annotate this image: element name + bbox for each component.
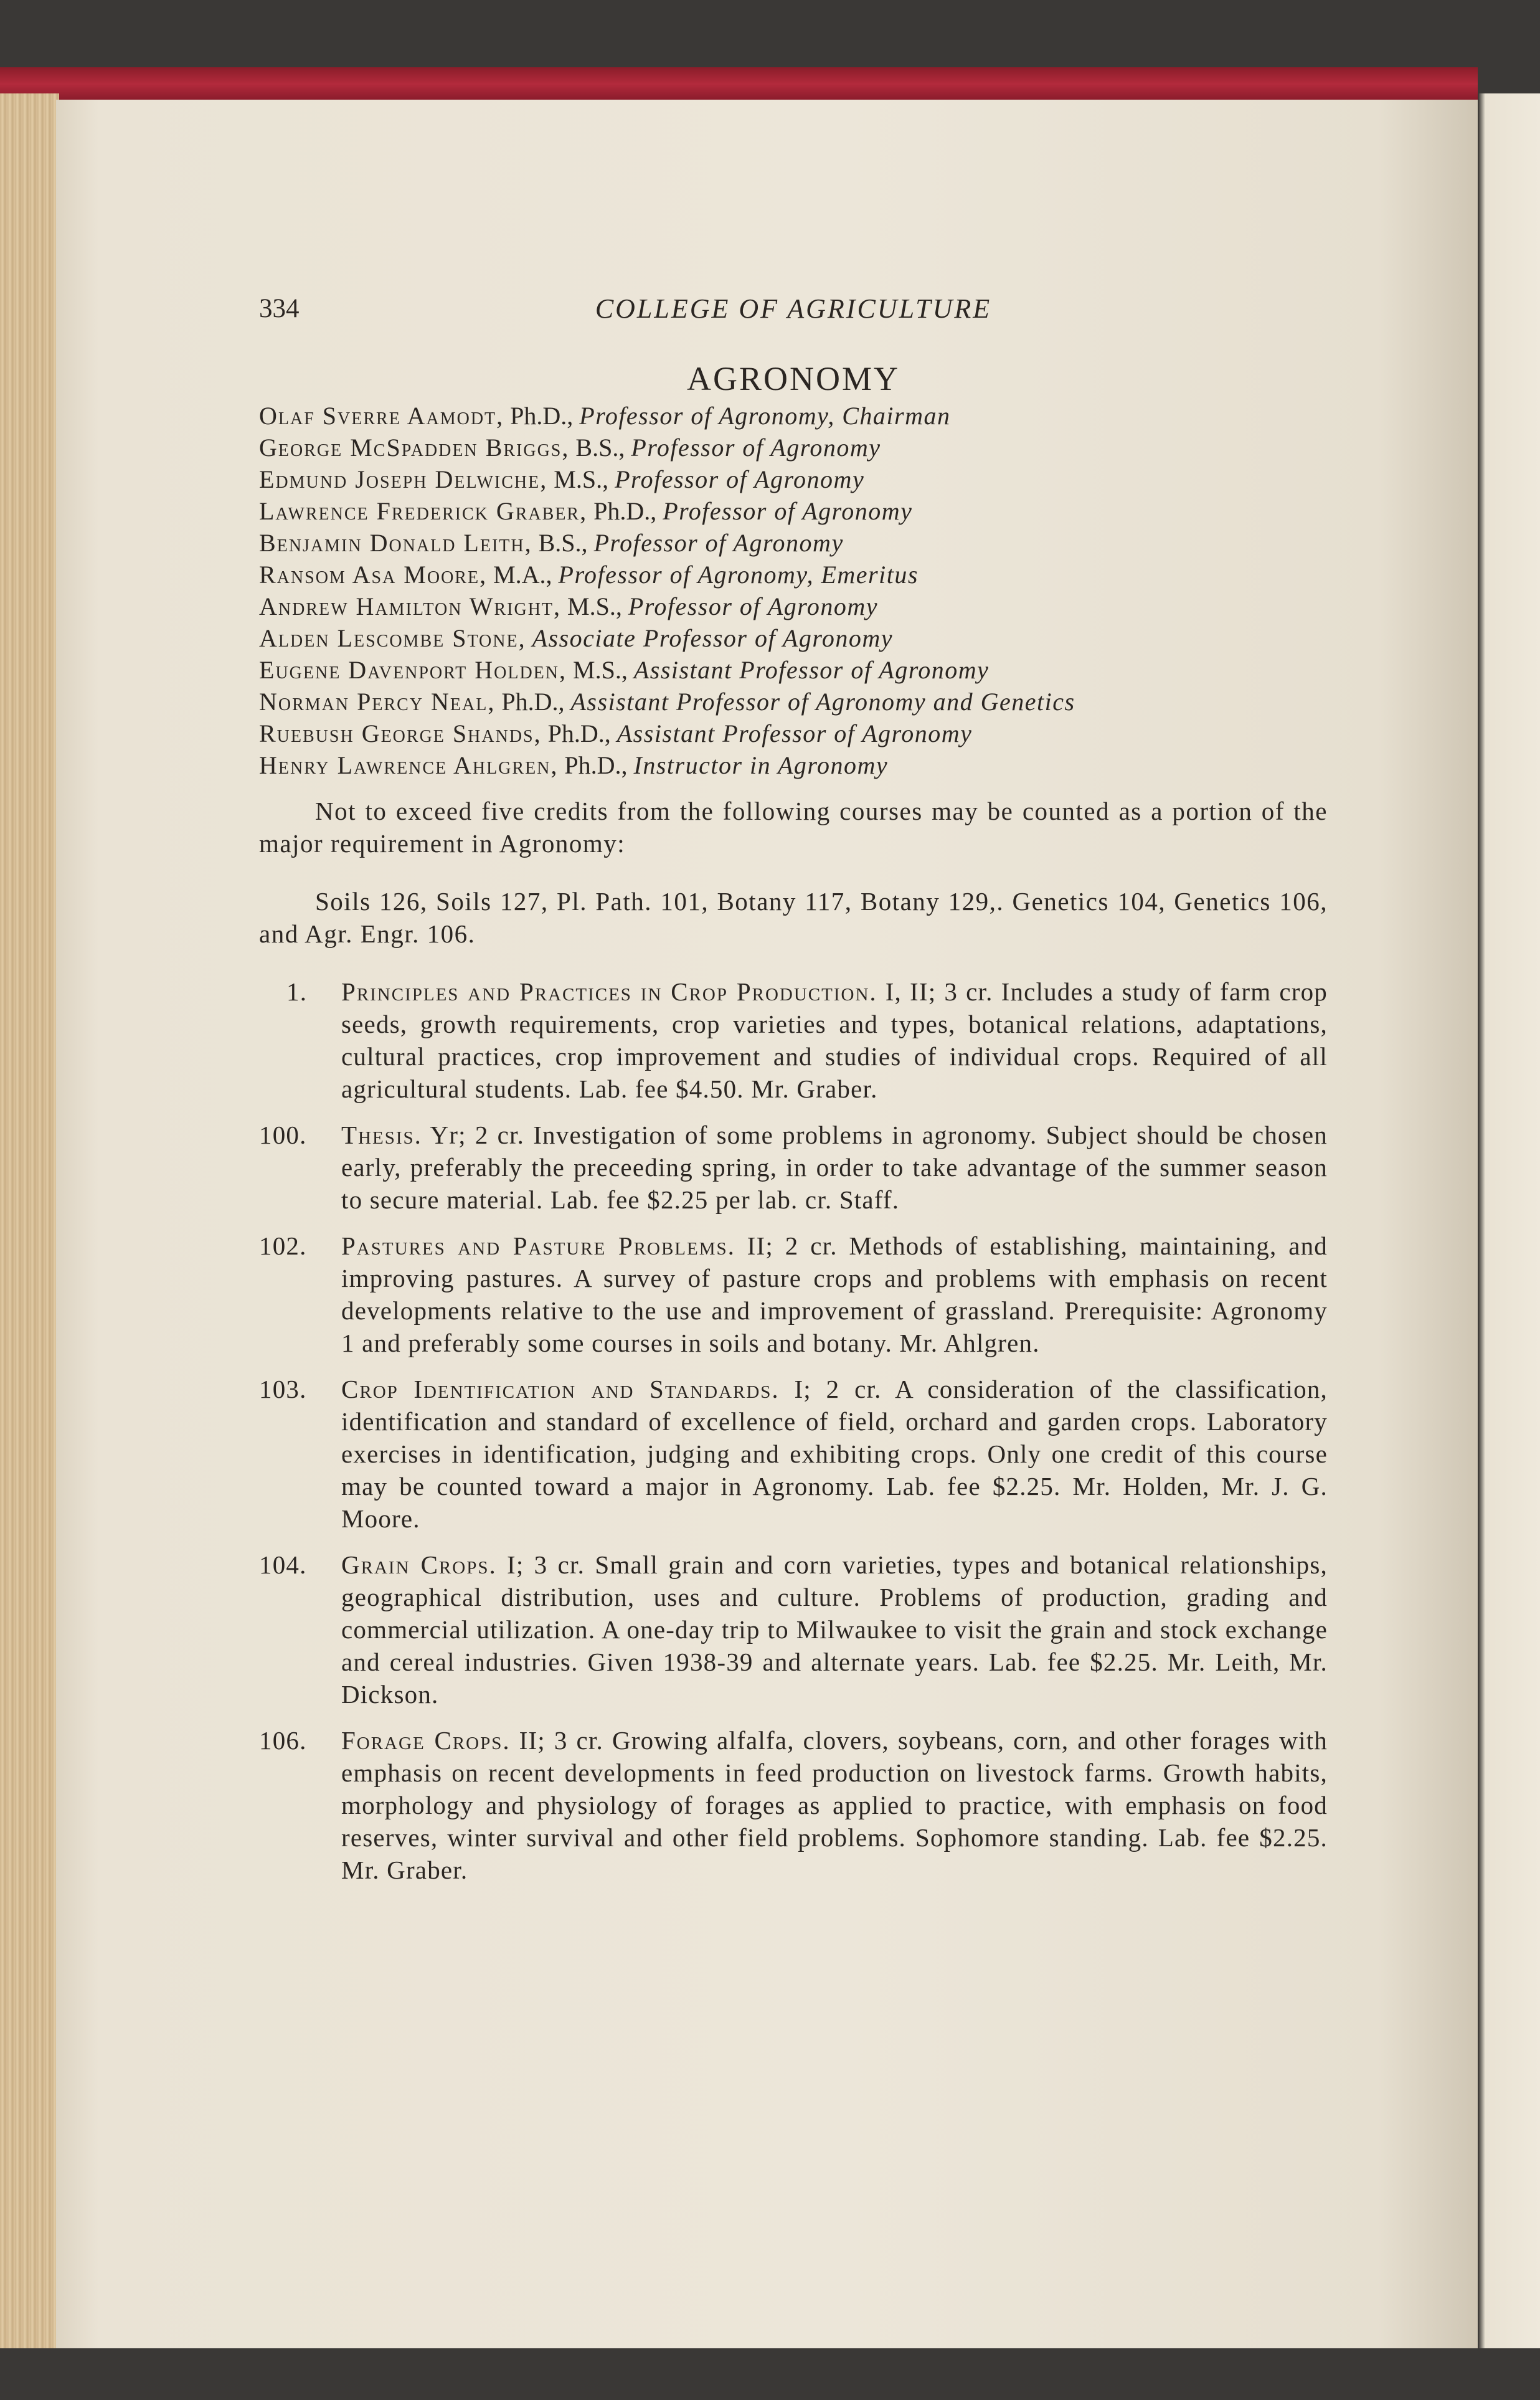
course-entry xyxy=(259,1119,1328,1216)
faculty-entry: Andrew Hamilton Wright, M.S., Professor of Agronomy xyxy=(259,592,878,620)
course-description: I, II; 3 cr. Includes a study of farm crop seeds, growth requirements, crop varieties and types, botanical relations, adaptations, cultural practices, crop improvement and studies of individual crops. Required of all agricultural students. Lab. fee $4.50. Mr. Graber. xyxy=(341,977,1328,1103)
course-number: 106. xyxy=(259,1726,307,1755)
course-title: Pastures and Pasture Problems. xyxy=(341,1231,735,1260)
page-number: 334 xyxy=(259,294,300,323)
faculty-entry: Alden Lescombe Stone, Associate Professor of Agronomy xyxy=(259,624,894,652)
course-entry xyxy=(259,1549,1328,1710)
course-description: I; 2 cr. A consideration of the classification, identification and standard of excellence of field, orchard and garden crops. Laboratory exercises in identification, judging and exhibiting crops. Only one credit of this course may be counted toward a major in Agronomy. Lab. fee $2.25. Mr. Holden, Mr. J. G. Moore. xyxy=(341,1375,1328,1533)
running-header xyxy=(259,293,1328,330)
course-number: 100. xyxy=(259,1121,307,1149)
faculty-entry: Benjamin Donald Leith, B.S., Professor of Agronomy xyxy=(259,529,844,557)
course-number: 104. xyxy=(259,1550,307,1579)
eligible-courses-note: Soils 126, Soils 127, Pl. Path. 101, Botany 117, Botany 129,. Genetics 104, Genetics 106, and Agr. Engr. 106. xyxy=(259,887,1328,948)
facing-page-edge xyxy=(1478,93,1540,2348)
course-number: 1. xyxy=(286,977,308,1006)
course-entry xyxy=(259,1230,1328,1359)
course-entry xyxy=(259,975,1328,1105)
faculty-entry: Ransom Asa Moore, M.A., Professor of Agronomy, Emeritus xyxy=(259,561,919,589)
course-title: Thesis. xyxy=(341,1121,422,1149)
course-number: 102. xyxy=(259,1231,307,1260)
faculty-entry: George McSpadden Briggs, B.S., Professor of Agronomy xyxy=(259,434,881,462)
course-entry xyxy=(259,1373,1328,1535)
faculty-entry: Olaf Sverre Aamodt, Ph.D., Professor of Agronomy, Chairman xyxy=(259,402,951,430)
faculty-entry: Henry Lawrence Ahlgren, Ph.D., Instructor in Agronomy xyxy=(259,751,889,779)
faculty-entry: Lawrence Frederick Graber, Ph.D., Professor of Agronomy xyxy=(259,497,913,525)
faculty-entry: Eugene Davenport Holden, M.S., Assistant Professor of Agronomy xyxy=(259,656,990,684)
course-title: Grain Crops. xyxy=(341,1550,497,1579)
running-title: COLLEGE OF AGRICULTURE xyxy=(595,293,992,324)
course-title: Forage Crops. xyxy=(341,1726,511,1755)
department-heading: AGRONOMY xyxy=(686,360,900,397)
course-description: II; 3 cr. Growing alfalfa, clovers, soybeans, corn, and other forages with emphasis on recent developments in feed production on livestock farms. Growth habits, morphology and physiology of forages as applied to practice, with emphasis on food reserves, winter survival and other field problems. Sophomore standing. Lab. fee $2.25. Mr. Graber. xyxy=(341,1726,1328,1884)
credit-note: Not to exceed five credits from the following courses may be counted as a portion of the major requirement in Agronomy: xyxy=(259,797,1328,858)
course-description: II; 2 cr. Methods of establishing, maintaining, and improving pastures. A survey of pasture crops and problems with emphasis on recent developments relative to the use and improvement of grassland. Prerequisite: Agronomy 1 and preferably some courses in soils and botany. Mr. Ahlgren. xyxy=(341,1231,1328,1357)
faculty-entry: Ruebush George Shands, Ph.D., Assistant Professor of Agronomy xyxy=(259,719,973,747)
course-entry xyxy=(259,1724,1328,1886)
course-description: Yr; 2 cr. Investigation of some problems in agronomy. Subject should be chosen early, preferably the preceeding spring, in order to take advantage of the summer season to secure material. Lab. fee $2.25 per lab. cr. Staff. xyxy=(341,1121,1328,1214)
book-page-edges xyxy=(0,93,59,2348)
faculty-entry: Edmund Joseph Delwiche, M.S., Professor of Agronomy xyxy=(259,465,865,493)
page-content xyxy=(259,293,1328,1886)
book-cover-band xyxy=(0,67,1478,105)
course-description: I; 3 cr. Small grain and corn varieties, types and botanical relationships, geographical distribution, uses and culture. Problems of production, grading and commercial utilization. A one-day trip to Milwaukee to visit the grain and stock exchange and cereal industries. Given 1938-39 and alternate years. Lab. fee $2.25. Mr. Leith, Mr. Dickson. xyxy=(341,1550,1328,1709)
course-title: Principles and Practices in Crop Production. xyxy=(341,977,877,1006)
faculty-list xyxy=(259,400,1328,781)
faculty-entry: Norman Percy Neal, Ph.D., Assistant Professor of Agronomy and Genetics xyxy=(259,688,1075,716)
course-title: Crop Identification and Standards. xyxy=(341,1375,780,1403)
course-number: 103. xyxy=(259,1375,307,1403)
